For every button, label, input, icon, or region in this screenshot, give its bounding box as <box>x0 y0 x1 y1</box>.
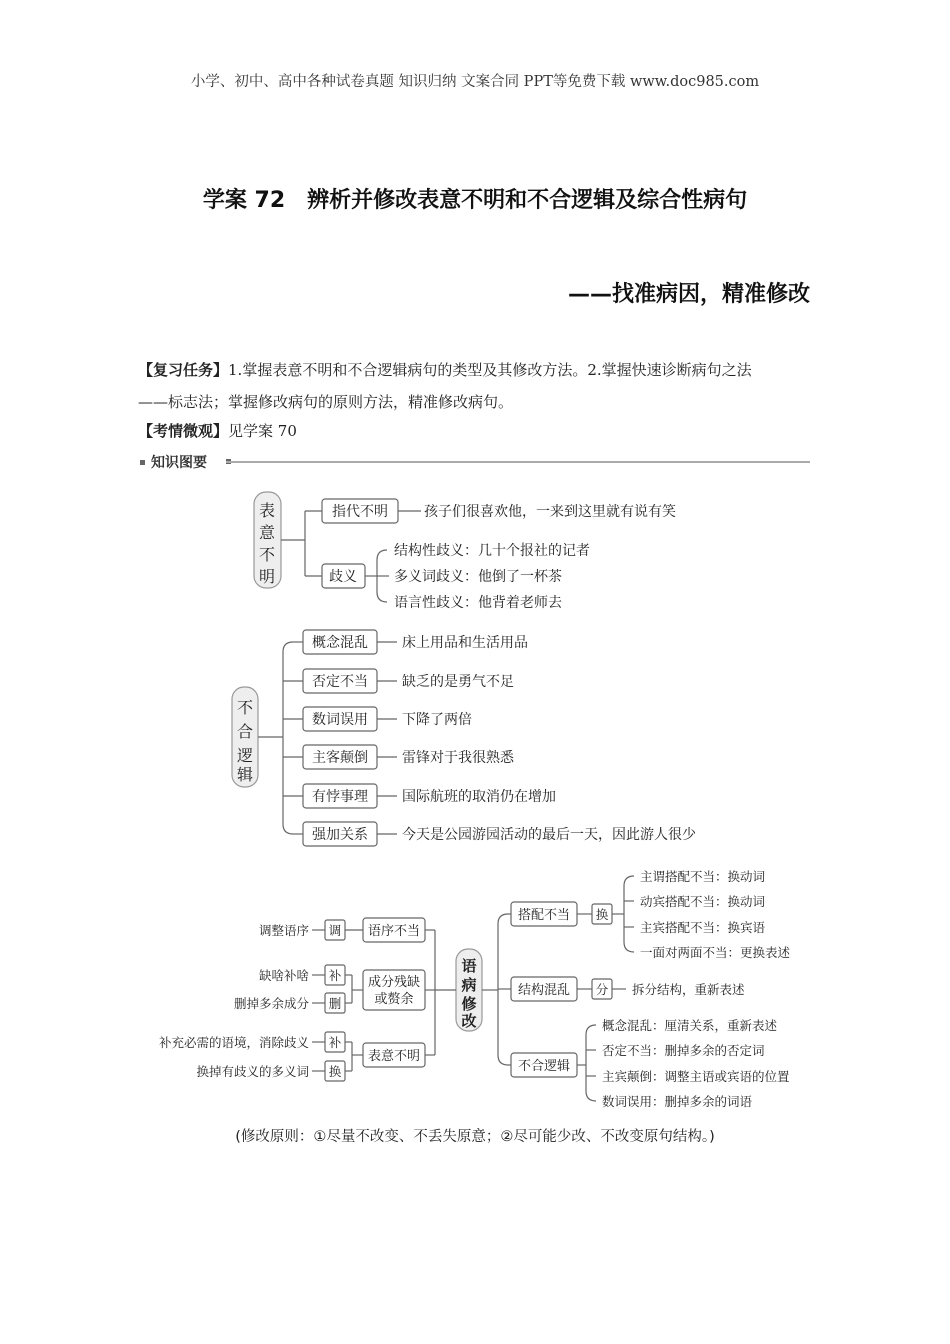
map3-right-item: 动宾搭配不当：换动词 <box>640 894 766 909</box>
map1-root-char: 表 <box>258 501 276 520</box>
map2-label: 否定不当 <box>312 674 368 690</box>
map3-right-label: 不合逻辑 <box>517 1059 571 1074</box>
map3-right-item: 一面对两面不当：更换表述 <box>640 945 791 960</box>
map3-bracket <box>624 876 634 952</box>
map3-verb: 换 <box>328 1064 342 1079</box>
map3-bracket <box>586 1025 596 1101</box>
exam-label: 【考情微观】 <box>138 422 229 440</box>
map3-method: 删掉多余成分 <box>233 996 309 1011</box>
map3-right-item: 主谓搭配不当：换动词 <box>640 869 766 884</box>
map2-label: 强加关系 <box>312 827 368 843</box>
map1-b1-label: 指代不明 <box>332 504 388 520</box>
revision-principle-note: (修改原则：①尽量不改变、不丢失原意；②尽可能少改、不改变原句结构。) <box>235 1129 715 1145</box>
map3-left-label: 表意不明 <box>367 1049 421 1064</box>
map1-root-char: 明 <box>258 567 276 586</box>
review-label: 【复习任务】 <box>138 361 229 379</box>
map2-example: 床上用品和生活用品 <box>402 635 528 651</box>
map3-verb: 分 <box>595 982 609 997</box>
map3-verb: 补 <box>328 1035 342 1050</box>
map3-verb: 换 <box>595 907 609 922</box>
map3-right-item: 数词误用：删掉多余的词语 <box>602 1094 753 1109</box>
map2-bracket <box>283 642 293 834</box>
map2-root-char: 不 <box>236 698 254 717</box>
map3-verb: 补 <box>328 968 342 983</box>
page-header: 小学、初中、高中各种试卷真题 知识归纳 文案合同 PPT等免费下载 www.doc985.com <box>190 74 760 90</box>
map2-root-char: 辑 <box>236 765 254 784</box>
map3-left-label: 或赘余 <box>374 992 414 1007</box>
map3-method: 换掉有歧义的多义词 <box>196 1064 309 1079</box>
map2-label: 概念混乱 <box>312 635 368 651</box>
map2-label: 数词误用 <box>312 712 368 728</box>
map1-b2-item: 多义词歧义：他倒了一杯茶 <box>394 569 562 585</box>
map2-root-char: 合 <box>236 722 254 741</box>
map3-root-char: 病 <box>461 976 477 994</box>
map1-root-char: 不 <box>258 545 276 564</box>
map2-label: 主客颠倒 <box>312 750 368 766</box>
map3-left-label: 成分残缺 <box>367 975 421 990</box>
map3-root-char: 语 <box>461 957 477 975</box>
page-title: 学案 72 辨析并修改表意不明和不合逻辑及综合性病句 <box>202 188 748 213</box>
map2-example: 国际航班的取消仍在增加 <box>402 789 556 805</box>
map2-example: 缺乏的是勇气不足 <box>402 674 514 690</box>
map3-method: 调整语序 <box>258 923 309 938</box>
map2-example: 雷锋对于我很熟悉 <box>402 750 514 766</box>
map1-b2-label: 歧义 <box>329 569 357 585</box>
map3-right-item: 否定不当：删掉多余的否定词 <box>602 1043 765 1058</box>
map3-verb: 删 <box>328 996 342 1011</box>
map3-left-label: 语序不当 <box>367 924 421 939</box>
map1-b2-item: 语言性歧义：他背着老师去 <box>394 595 562 611</box>
map3-right-label: 搭配不当 <box>517 908 571 923</box>
map1-b1-example: 孩子们很喜欢他，一来到这里就有说有笑 <box>424 504 676 520</box>
map2-root-char: 逻 <box>236 746 254 765</box>
map3-right-label: 结构混乱 <box>517 983 571 998</box>
map3-right-item: 主宾颠倒：调整主语或宾语的位置 <box>602 1069 790 1084</box>
map2-example: 下降了两倍 <box>402 712 472 728</box>
map3-right-item: 主宾搭配不当：换宾语 <box>640 920 766 935</box>
map3-root-char: 改 <box>461 1012 477 1030</box>
map3-right-item: 拆分结构，重新表述 <box>632 982 745 997</box>
section-title: 知识图要 <box>151 455 207 471</box>
page-subtitle: ——找准病因，精准修改 <box>567 282 810 307</box>
map3-method: 补充必需的语境，消除歧义 <box>158 1035 309 1050</box>
map1-root-char: 意 <box>258 523 276 542</box>
map3-verb: 调 <box>328 923 342 938</box>
review-line2: ——标志法；掌握修改病句的原则方法，精准修改病句。 <box>138 393 514 411</box>
map3-root-char: 修 <box>461 995 477 1013</box>
map1-b2-item: 结构性歧义：几十个报社的记者 <box>394 543 590 559</box>
map3-method: 缺啥补啥 <box>258 968 309 983</box>
map2-example: 今天是公园游园活动的最后一天，因此游人很少 <box>402 827 696 843</box>
map2-label: 有悖事理 <box>312 789 368 805</box>
exam-text: 见学案 70 <box>228 422 297 440</box>
map3-right-item: 概念混乱：厘清关系，重新表述 <box>602 1018 778 1033</box>
review-line1: 1.掌握表意不明和不合逻辑病句的类型及其修改方法。2.掌握快速诊断病句之法 <box>228 361 752 379</box>
